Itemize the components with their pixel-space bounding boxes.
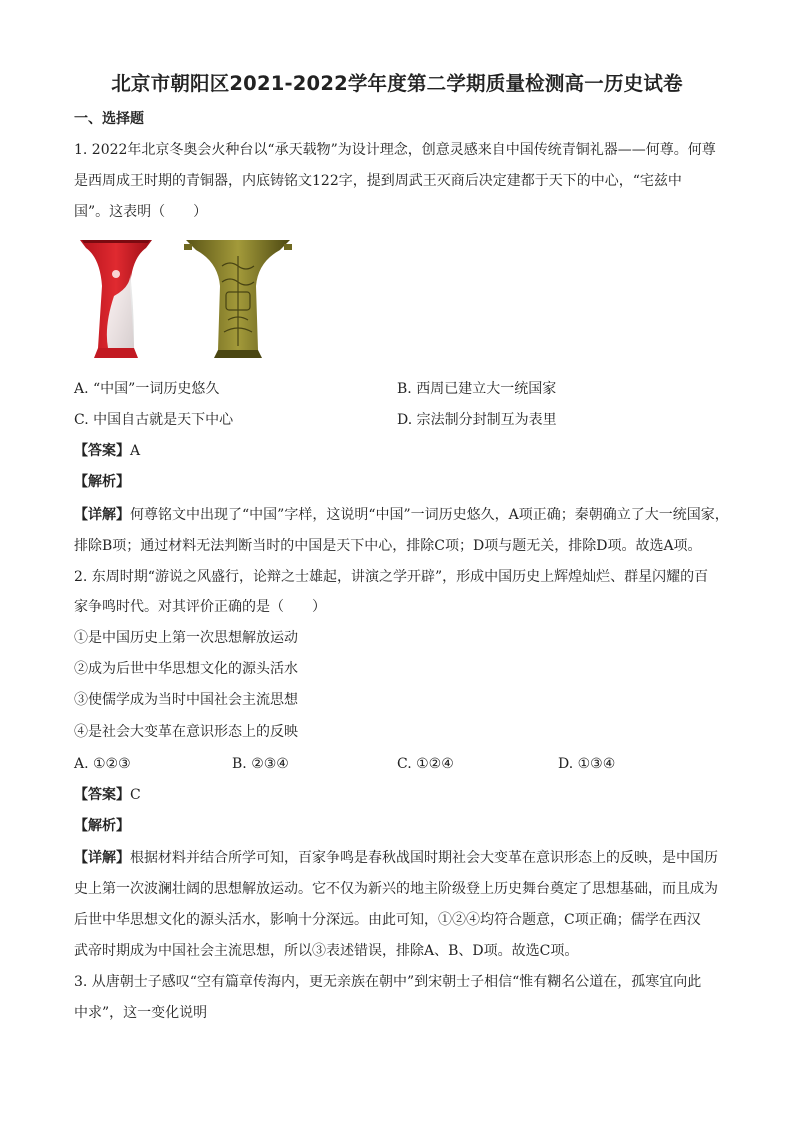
q1-option-a: A. “中国”一词历史悠久 (74, 381, 220, 397)
q2-option-a: A. ①②③ (74, 756, 131, 772)
detail-tag: 【详解】 (74, 850, 130, 866)
q2-detail-line-3: 后世中华思想文化的源头活水，影响十分深远。由此可知，①②④均符合题意，C项正确；儒学在西汉 (74, 912, 701, 928)
q2-statement-2: ②成为后世中华思想文化的源头活水 (74, 661, 298, 677)
q2-detail-line-2: 史上第一次波澜壮阔的思想解放运动。它不仅为新兴的地主阶级登上历史舞台奠定了思想基础，而且成为 (74, 881, 718, 897)
q1-answer (74, 442, 140, 460)
q2-statement-4: ④是社会大变革在意识形态上的反映 (74, 724, 298, 740)
detail-text: 根据材料并结合所学可知，百家争鸣是春秋战国时期社会大变革在意识形态上的反映，是中国历 (130, 850, 718, 866)
q2-answer (74, 786, 141, 804)
q1-option-d: D. 宗法制分封制互为表里 (397, 412, 557, 428)
q3-line-2: 中求”，这一变化说明 (74, 1005, 208, 1021)
q2-analysis-tag: 【解析】 (74, 818, 130, 834)
q1-option-b: B. 西周已建立大一统国家 (397, 381, 557, 397)
q1-detail-line-1 (74, 506, 729, 524)
q1-analysis-tag: 【解析】 (74, 474, 130, 490)
q2-statement-1: ①是中国历史上第一次思想解放运动 (74, 630, 298, 646)
answer-tag: 【答案】 (74, 787, 130, 803)
q1-detail-line-2: 排除B项；通过材料无法判断当时的中国是天下中心，排除C项；D项与题无关，排除D项。故选A项。 (74, 538, 702, 554)
q3-line-1: 3. 从唐朝士子感叹“空有篇章传海内，更无亲族在朝中”到宋朝士子相信“惟有糊名公道在，孤寒宜向此 (74, 974, 702, 990)
page-title: 北京市朝阳区2021-2022学年度第二学期质量检测高一历史试卷 (111, 72, 683, 95)
q1-option-c: C. 中国自古就是天下中心 (74, 412, 234, 428)
q1-line-1: 1. 2022年北京冬奥会火种台以“承天载物”为设计理念，创意灵感来自中国传统青铜礼器——何尊。何尊 (74, 142, 716, 158)
he-zun-bronze-image (182, 236, 294, 360)
q2-line-2: 家争鸣时代。对其评价正确的是（ ） (74, 599, 326, 615)
q2-line-1: 2. 东周时期“游说之风盛行，论辩之士雄起，讲演之学开辟”，形成中国历史上辉煌灿烂、群星闪耀的百 (74, 569, 709, 585)
detail-tag: 【详解】 (74, 507, 130, 523)
q2-detail-line-1 (74, 849, 718, 867)
answer-tag: 【答案】 (74, 443, 130, 459)
q2-statement-3: ③使儒学成为当时中国社会主流思想 (74, 692, 298, 708)
q2-option-b: B. ②③④ (232, 756, 289, 772)
q1-line-2: 是西周成王时期的青铜器，内底铸铭文122字，提到周武王灭商后决定建都于天下的中心，“宅兹中 (74, 173, 682, 189)
section-heading: 一、选择题 (74, 111, 144, 127)
answer-value: C (130, 787, 141, 803)
q2-option-c: C. ①②④ (397, 756, 454, 772)
detail-text: 何尊铭文中出现了“中国”字样，这说明“中国”一词历史悠久，A项正确；秦朝确立了大一统国家， (130, 507, 729, 523)
q2-detail-line-4: 武帝时期成为中国社会主流思想，所以③表述错误，排除A、B、D项。故选C项。 (74, 943, 579, 959)
answer-value: A (130, 443, 141, 459)
torch-stand-image (74, 236, 158, 360)
q1-line-3: 国”。这表明（ ） (74, 204, 208, 220)
q2-option-d: D. ①③④ (558, 756, 616, 772)
